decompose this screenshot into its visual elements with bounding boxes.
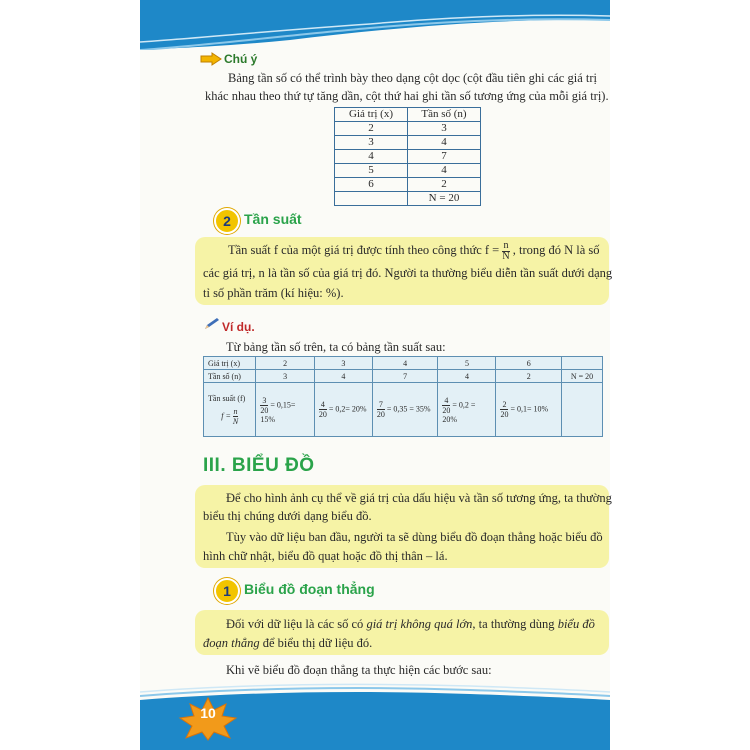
cell-frequency: 2 — [408, 178, 481, 192]
intro-line3: Tùy vào dữ liệu ban đầu, người ta sẽ dùng biểu đồ đoạn thẳng hoặc biểu đồ — [226, 530, 603, 544]
fraction-denominator: N — [502, 250, 510, 262]
cell-value: 4 — [335, 150, 408, 164]
cell-frequency: 4 — [408, 136, 481, 150]
relative-frequency-table — [203, 356, 603, 437]
cell-empty — [561, 383, 602, 437]
cell-relative-result: = 0,2 = 20% — [442, 399, 476, 424]
relative-formula-lhs: f = — [221, 411, 231, 421]
row-label-relative — [204, 383, 256, 437]
definition-line1-text: Tần suất f của một giá trị được tính theo công thức f = — [228, 243, 500, 257]
cell-value: 4 — [372, 357, 437, 370]
intro-line2: biểu thị chúng dưới dạng biểu đồ. — [203, 509, 372, 523]
usage-line1 — [226, 614, 595, 634]
fraction-numerator: 4 — [320, 400, 325, 409]
section-number-badge: 2 — [214, 208, 240, 234]
cell-relative — [496, 383, 561, 437]
note-text-line2: khác nhau theo thứ tự tăng dần, cột thứ hai ghi tần số tương ứng của mỗi giá trị). — [205, 89, 609, 103]
definition-line1 — [228, 240, 600, 262]
cell-frequency: 3 — [256, 370, 314, 383]
cell-frequency: 7 — [408, 150, 481, 164]
fraction-denominator: 20 — [318, 410, 327, 419]
table-row — [335, 136, 481, 150]
cell-value: 2 — [256, 357, 314, 370]
cell-frequency: 4 — [408, 164, 481, 178]
pencil-icon — [203, 317, 221, 331]
cell-relative-result: = 0,15= 15% — [260, 399, 296, 424]
usage-line2 — [203, 633, 372, 653]
usage-italic: giá trị không quá lớn — [366, 617, 473, 631]
cell-relative — [256, 383, 314, 437]
cell-value: 5 — [438, 357, 496, 370]
cell-frequency: 7 — [372, 370, 437, 383]
cell-value — [335, 192, 408, 206]
header-frequency: Tần số (n) — [408, 108, 481, 122]
table-row-relative — [204, 383, 603, 437]
note-label: Chú ý — [224, 52, 258, 66]
usage-text: Đối với dữ liệu là các số có — [226, 617, 367, 631]
fraction-numerator: 7 — [378, 400, 383, 409]
fraction-numerator: 3 — [262, 395, 267, 405]
intro-line4: hình chữ nhật, biểu đồ quạt hoặc đồ thị thân – lá. — [203, 549, 448, 563]
usage-italic: đoạn thẳng — [203, 636, 260, 650]
fraction-denominator: 20 — [500, 410, 509, 419]
usage-text: , ta thường dùng — [472, 617, 558, 631]
cell-frequency: 2 — [496, 370, 561, 383]
usage-italic: biểu đồ — [557, 617, 595, 631]
pointing-hand-icon — [200, 52, 222, 66]
table-row-values — [204, 357, 603, 370]
row-label-relative-text: Tần suất (f) — [208, 394, 246, 403]
note-text-line1: Bảng tần số có thể trình bày theo dạng cột dọc (cột đầu tiên ghi các giá trị — [228, 71, 597, 85]
table-row — [335, 192, 481, 206]
row-label-frequencies: Tần số (n) — [204, 370, 256, 383]
section-title: Biểu đồ đoạn thẳng — [244, 581, 375, 597]
header-value: Giá trị (x) — [335, 108, 408, 122]
section-title: Tần suất — [244, 211, 302, 227]
intro-line1: Để cho hình ảnh cụ thể về giá trị của dấu hiệu và tần số tương ứng, ta thường — [226, 491, 612, 505]
cell-value: 3 — [335, 136, 408, 150]
fraction-numerator: n — [233, 407, 238, 416]
fraction-n-over-N — [502, 241, 509, 262]
cell-fraction — [442, 396, 450, 415]
fraction-denominator: 20 — [442, 405, 451, 415]
example-label: Ví dụ. — [222, 320, 255, 334]
vertical-frequency-table — [334, 107, 481, 206]
cell-value: 5 — [335, 164, 408, 178]
cell-fraction — [500, 400, 508, 419]
cell-total: N = 20 — [561, 370, 602, 383]
fraction-denominator: N — [232, 417, 239, 426]
cell-relative — [438, 383, 496, 437]
cell-fraction — [377, 400, 385, 419]
fraction-numerator: 2 — [502, 400, 507, 409]
example-intro: Từ bảng tần số trên, ta có bảng tần suất sau: — [226, 340, 446, 354]
fraction-numerator: 4 — [444, 395, 449, 405]
relative-formula — [208, 407, 251, 426]
relative-formula-fraction — [233, 407, 238, 426]
steps-intro: Khi vẽ biểu đồ đoạn thẳng ta thực hiện các bước sau: — [226, 663, 492, 677]
cell-value: 2 — [335, 122, 408, 136]
fraction-denominator: 20 — [260, 405, 269, 415]
fraction-denominator: 20 — [376, 410, 385, 419]
fraction-numerator: n — [503, 239, 509, 251]
row-label-values: Giá trị (x) — [204, 357, 256, 370]
table-row — [335, 178, 481, 192]
cell-value: 6 — [496, 357, 561, 370]
section-heading: III. BIỂU ĐỒ — [203, 455, 315, 476]
table-row — [335, 122, 481, 136]
cell-total: N = 20 — [408, 192, 481, 206]
cell-value: 3 — [314, 357, 372, 370]
cell-relative — [372, 383, 437, 437]
table-row-frequencies — [204, 370, 603, 383]
definition-line2: các giá trị, n là tần số của giá trị đó. Người ta thường biểu diễn tần suất dưới dạng — [203, 266, 613, 280]
cell-relative-result: = 0,35 = 35% — [386, 404, 431, 414]
definition-line3: tỉ số phần trăm (kí hiệu: %). — [203, 286, 344, 300]
cell-relative-result: = 0,2= 20% — [328, 404, 367, 414]
table-row — [335, 164, 481, 178]
table-header-row — [335, 108, 481, 122]
cell-frequency: 4 — [314, 370, 372, 383]
usage-text: để biểu thị dữ liệu đó. — [259, 636, 373, 650]
section-number-badge: 1 — [214, 578, 240, 604]
cell-empty — [561, 357, 602, 370]
top-wave-band — [140, 0, 610, 50]
page-number: 10 — [200, 705, 216, 721]
table-row — [335, 150, 481, 164]
cell-value: 6 — [335, 178, 408, 192]
cell-fraction — [260, 396, 268, 415]
cell-relative — [314, 383, 372, 437]
cell-frequency: 4 — [438, 370, 496, 383]
cell-fraction — [319, 400, 327, 419]
cell-relative-result: = 0,1= 10% — [510, 404, 549, 414]
definition-line1-end: , trong đó N là số — [512, 243, 600, 257]
cell-frequency: 3 — [408, 122, 481, 136]
